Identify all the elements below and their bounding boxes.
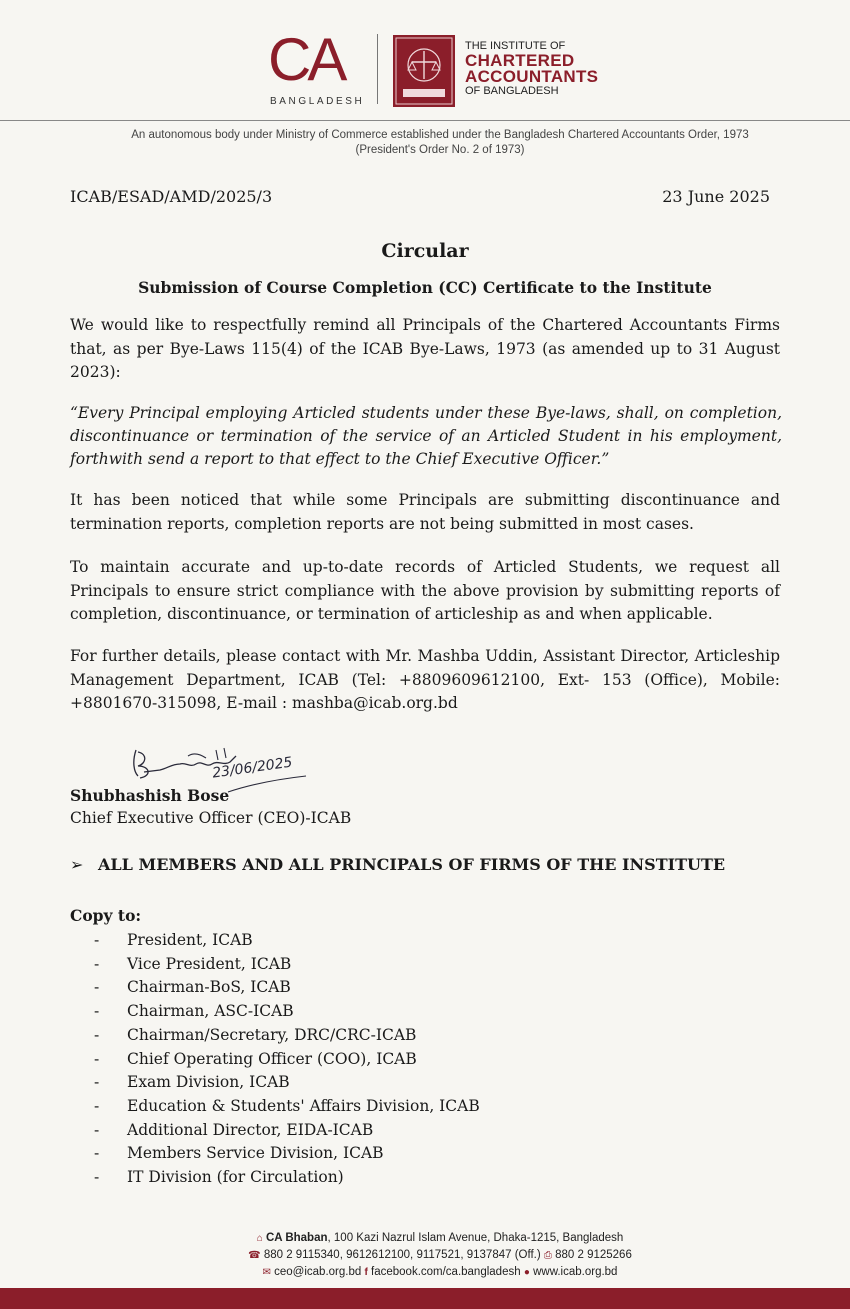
list-item-text: Chairman-BoS, ICAB — [127, 978, 291, 997]
list-item-text: Members Service Division, ICAB — [127, 1144, 384, 1163]
footer-email[interactable]: ceo@icab.org.bd — [274, 1266, 362, 1278]
dash-bullet: - — [94, 1096, 100, 1115]
footer-fax-number: 880 2 9125266 — [555, 1249, 632, 1261]
dash-bullet: - — [94, 954, 100, 973]
mail-icon: ✉ — [262, 1267, 271, 1278]
globe-icon: ● — [523, 1267, 530, 1278]
signature-date: 23/06/2025 — [211, 754, 294, 782]
footer-contact — [210, 1230, 670, 1281]
list-item-text: Chief Operating Officer (COO), ICAB — [127, 1049, 417, 1068]
list-item — [94, 1024, 480, 1048]
footer-phones — [210, 1247, 670, 1264]
autonomous-line-2: (President's Order No. 2 of 1973) — [355, 144, 525, 156]
dash-bullet: - — [94, 1168, 100, 1187]
list-item-text: Additional Director, EIDA-ICAB — [127, 1120, 374, 1139]
list-item — [94, 953, 480, 977]
institute-line-1: THE INSTITUTE OF — [465, 40, 566, 52]
footer-address-label: CA Bhaban — [265, 1232, 328, 1244]
paragraph-request: To maintain accurate and up-to-date records of Articled Students, we request all Principals to ensure strict compliance with the above provision by submitting reports of completion, discontinuance, or termination of articleship as and when applicable. — [70, 558, 780, 623]
list-item-text: President, ICAB — [127, 931, 253, 949]
footer-band — [0, 1288, 850, 1309]
list-item-text: Chairman, ASC-ICAB — [127, 1002, 294, 1021]
paragraph-intro: We would like to respectfully remind all Principals of the Chartered Accountants Firms that, as per Bye-Laws 115(4) of the ICAB Bye-Laws, 1973 (as amended up to 31 August 2023): — [70, 316, 780, 381]
autonomous-statement — [40, 128, 840, 158]
bye-law-quote: “Every Principal employing Articled students under these Bye-laws, shall, on completion, discontinuance or termination of the service of an Articled Student in his employment, forthwith send a report to that effect to the Chief Executive Officer.” — [70, 404, 782, 468]
dash-bullet: - — [94, 1073, 100, 1092]
phone-icon: ☎ — [248, 1250, 261, 1261]
header-rule — [0, 120, 850, 121]
logo-divider — [377, 34, 378, 104]
ca-logo-country: BANGLADESH — [270, 96, 365, 107]
list-item-text: Education & Students' Affairs Division, ICAB — [127, 1096, 480, 1115]
footer-phone-numbers: 880 2 9115340, 9612612100, 9117521, 9137847 (Off.) — [263, 1249, 541, 1261]
subject-line: Submission of Course Completion (CC) Certificate to the Institute — [138, 278, 712, 297]
institute-line-3: ACCOUNTANTS — [465, 67, 599, 86]
dash-bullet: - — [94, 1025, 100, 1044]
institute-line-4: OF BANGLADESH — [465, 85, 559, 97]
list-item — [94, 1119, 480, 1143]
autonomous-line-1: An autonomous body under Ministry of Commerce established under the Bangladesh Chartered Accountants Order, 1973 — [131, 129, 749, 141]
copy-to-label: Copy to: — [70, 906, 142, 925]
list-item-text: Chairman/Secretary, DRC/CRC-ICAB — [127, 1025, 417, 1044]
dash-bullet: - — [94, 978, 100, 997]
list-item — [94, 1142, 480, 1166]
institute-name — [465, 40, 598, 97]
paragraph-notice: It has been noticed that while some Principals are submitting discontinuance and termination reports, completion reports are not being submitted in most cases. — [70, 491, 780, 533]
home-icon: ⌂ — [256, 1233, 263, 1244]
footer-address — [210, 1230, 670, 1247]
page-title: Circular — [381, 240, 469, 262]
list-item-text: Vice President, ICAB — [127, 954, 292, 973]
dash-bullet: - — [94, 1002, 100, 1021]
institute-seal — [393, 35, 455, 107]
list-item — [94, 1166, 480, 1190]
facebook-icon: f — [364, 1267, 368, 1278]
footer-links — [210, 1264, 670, 1281]
footer-facebook[interactable]: facebook.com/ca.bangladesh — [371, 1266, 521, 1278]
list-item — [94, 1071, 480, 1095]
ca-logo — [268, 26, 368, 107]
paragraph-contact: For further details, please contact with Mr. Mashba Uddin, Assistant Director, Articleship Management Department, ICAB (Tel: +8809609612100, Ext- 153 (Office), Mobile: +8801670-315098, E-mail : mashba@icab.org.bd — [70, 647, 780, 712]
copy-to-list — [94, 929, 480, 1190]
distribution-heading — [70, 855, 725, 874]
dash-bullet: - — [94, 931, 100, 949]
arrow-bullet-icon: ➢ — [70, 855, 84, 874]
list-item — [94, 976, 480, 1000]
list-item — [94, 929, 480, 953]
ca-logo-text: CA — [268, 26, 344, 93]
signatory-designation: Chief Executive Officer (CEO)-ICAB — [70, 809, 352, 827]
list-item — [94, 1000, 480, 1024]
fax-icon: ⎙ — [543, 1250, 552, 1261]
letter-date: 23 June 2025 — [662, 187, 770, 206]
dash-bullet: - — [94, 1120, 100, 1139]
distribution-heading-text: ALL MEMBERS AND ALL PRINCIPALS OF FIRMS OF THE INSTITUTE — [98, 855, 726, 874]
institute-line-2: CHARTERED — [465, 51, 575, 70]
dash-bullet: - — [94, 1049, 100, 1068]
reference-number: ICAB/ESAD/AMD/2025/3 — [70, 187, 273, 206]
signatory-name: Shubhashish Bose — [70, 786, 230, 805]
list-item-text: IT Division (for Circulation) — [127, 1168, 344, 1187]
list-item-text: Exam Division, ICAB — [127, 1073, 290, 1092]
footer-website[interactable]: www.icab.org.bd — [533, 1266, 618, 1278]
list-item — [94, 1048, 480, 1072]
list-item — [94, 1095, 480, 1119]
dash-bullet: - — [94, 1144, 100, 1163]
footer-address-text: , 100 Kazi Nazrul Islam Avenue, Dhaka-1215, Bangladesh — [327, 1232, 624, 1244]
